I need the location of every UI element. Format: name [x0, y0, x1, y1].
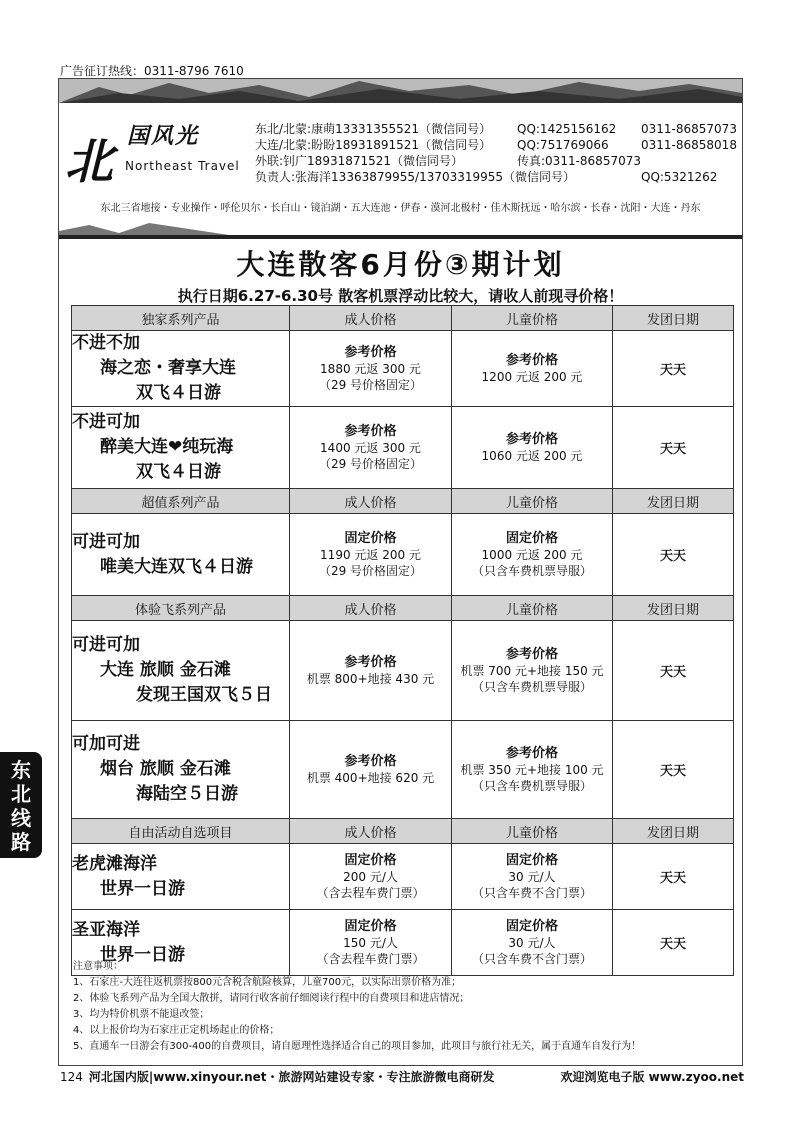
price-type-label: 固定价格: [344, 530, 397, 546]
column-header: 儿童价格: [452, 489, 613, 514]
price-value: （只含车费机票导服）: [471, 563, 592, 578]
note-item: 1、石家庄-大连往返机票按800元含税含航险核算，儿童700元，以实际出票价格为准；: [73, 977, 462, 988]
product-name: 海陆空５日游: [136, 784, 238, 804]
product-name: 发现王国双飞５日: [136, 685, 272, 705]
contact-row: [255, 169, 718, 185]
tour-row: [72, 407, 734, 489]
page-title: 大连散客6月份③期计划: [236, 248, 565, 281]
product-tag: 可进可加: [72, 635, 140, 655]
contact-person: 大连/北蒙:盼盼18931891521（微信同号）: [255, 138, 492, 152]
contact-list: [255, 121, 737, 185]
ad-hotline: 广告征订热线：0311-8796 7610: [60, 64, 244, 78]
contact-person: 负责人:张海洋13363879955/13703319955（微信同号）: [255, 170, 576, 184]
tour-row: [72, 621, 734, 721]
price-value: 1200 元返 200 元: [481, 369, 583, 384]
contact-fax: 传真:0311-86857073: [517, 154, 641, 168]
departure-date-cell: 天天: [613, 844, 734, 910]
notes-title: 注意事项：: [73, 961, 123, 972]
logo-chinese-name: 国风光: [127, 123, 200, 149]
price-value: 机票 700 元+地接 150 元: [460, 663, 604, 678]
column-header: 发团日期: [613, 819, 734, 844]
column-header: 儿童价格: [452, 596, 613, 621]
price-type-label: 固定价格: [505, 918, 558, 934]
price-value: （29 号价格固定）: [318, 563, 423, 578]
column-header: 儿童价格: [452, 306, 613, 331]
product-tag: 圣亚海洋: [72, 919, 140, 940]
side-tab-char: 线: [11, 806, 31, 830]
section-side-tab: [0, 752, 42, 858]
product-name-cell: [72, 621, 290, 721]
product-name: 世界一日游: [100, 944, 185, 965]
logo-character: 北: [65, 134, 114, 190]
price-value: 机票 400+地接 620 元: [306, 770, 435, 785]
departure-date-cell: 天天: [613, 407, 734, 489]
note-item: 2、体验飞系列产品为全国大散拼，请同行收客前仔细阅读行程中的自费项目和进店情况；: [73, 993, 470, 1004]
child-price-cell: [452, 721, 613, 819]
section-header-row: [72, 819, 734, 844]
price-value: （只含车费机票导服）: [471, 778, 592, 793]
departure-date-cell: 天天: [613, 514, 734, 596]
product-name: 双飞４日游: [136, 462, 221, 482]
footer-left-text: 河北国内版|www.xinyour.net・旅游网站建设专家・专注旅游微电商研发: [88, 1070, 495, 1084]
tour-price-table: [71, 305, 734, 976]
product-tag: 不进可加: [72, 412, 140, 432]
product-name-cell: [72, 331, 290, 407]
price-value: 30 元/人: [508, 869, 556, 884]
price-value: （只含车费不含门票）: [471, 951, 592, 966]
column-header: 成人价格: [290, 489, 452, 514]
page-subtitle: 执行日期6.27-6.30号 散客机票浮动比较大，请收人前现寻价格！: [177, 287, 624, 305]
adult-price-cell: [290, 721, 452, 819]
child-price-cell: [452, 514, 613, 596]
price-value: 1000 元返 200 元: [481, 547, 583, 562]
price-type-label: 参考价格: [344, 423, 397, 439]
note-item: 5、直通车一日游会有300-400的自费项目，请自愿理性选择适合自己的项目参加，此项目与旅行社无关，属于直通车自发行为！: [73, 1041, 642, 1052]
page-number: 124: [60, 1070, 83, 1084]
page-footer: [60, 1068, 744, 1085]
section-title: 独家系列产品: [72, 306, 290, 331]
price-value: 200 元/人: [343, 869, 398, 884]
product-name-cell: [72, 844, 290, 910]
child-price-cell: [452, 407, 613, 489]
tour-row: [72, 514, 734, 596]
price-value: 1400 元返 300 元: [320, 440, 421, 455]
section-header-row: [72, 306, 734, 331]
price-value: 1880 元返 300 元: [320, 361, 421, 376]
product-name-cell: [72, 721, 290, 819]
section-title: 体验飞系列产品: [72, 596, 290, 621]
price-value: （含去程车费门票）: [316, 885, 425, 900]
price-type-label: 固定价格: [505, 852, 558, 868]
logo-english-name: Northeast Travel: [125, 159, 240, 173]
contact-phone: 0311-86858018: [641, 138, 737, 152]
mountain-image-top: [59, 79, 742, 103]
agency-banner: [59, 79, 742, 239]
departure-date-cell: 天天: [613, 621, 734, 721]
product-name: 大连 旅顺 金石滩: [100, 660, 231, 680]
adult-price-cell: [290, 621, 452, 721]
adult-price-cell: [290, 844, 452, 910]
contact-row: [255, 121, 737, 137]
product-tag: 可加可进: [72, 734, 140, 754]
contact-person: 外联:钊广18931871521（微信同号）: [255, 154, 464, 168]
product-tag: 可进可加: [72, 531, 140, 552]
price-value: （29 号价格固定）: [318, 456, 423, 471]
price-value: （含去程车费门票）: [316, 951, 425, 966]
notes-section: [73, 959, 733, 1055]
section-header-row: [72, 489, 734, 514]
price-type-label: 固定价格: [505, 530, 558, 546]
page-frame: [58, 78, 743, 1066]
tour-row: [72, 844, 734, 910]
product-name: 醉美大连❤纯玩海: [100, 437, 234, 457]
product-tag: 老虎滩海洋: [72, 853, 157, 874]
contact-qq: QQ:5321262: [641, 170, 718, 184]
price-type-label: 参考价格: [344, 753, 397, 769]
price-type-label: 固定价格: [344, 852, 397, 868]
contact-row: [255, 137, 737, 153]
product-name: 世界一日游: [100, 878, 185, 899]
note-item: 4、以上报价均为石家庄正定机场起止的价格；: [73, 1025, 280, 1036]
price-value: 30 元/人: [508, 935, 556, 950]
price-value: （只含车费机票导服）: [471, 679, 592, 694]
column-header: 成人价格: [290, 596, 452, 621]
price-type-label: 参考价格: [505, 646, 558, 662]
price-value: 1060 元返 200 元: [481, 448, 583, 463]
section-title: 超值系列产品: [72, 489, 290, 514]
mountain-image-bottom: [59, 215, 742, 239]
price-type-label: 固定价格: [344, 918, 397, 934]
child-price-cell: [452, 331, 613, 407]
price-value: 机票 350 元+地接 100 元: [460, 762, 604, 777]
side-tab-char: 东: [11, 758, 31, 782]
tour-row: [72, 721, 734, 819]
contact-phone: 0311-86857073: [641, 122, 737, 136]
agency-logo: [65, 117, 245, 197]
product-name: 海之恋・奢享大连: [100, 358, 236, 378]
column-header: 成人价格: [290, 819, 452, 844]
price-type-label: 参考价格: [344, 654, 397, 670]
column-header: 发团日期: [613, 489, 734, 514]
product-name: 烟台 旅顺 金石滩: [100, 759, 231, 779]
side-tab-char: 路: [11, 830, 31, 854]
price-type-label: 参考价格: [505, 431, 558, 447]
footer-right-text: 欢迎浏览电子版 www.zyoo.net: [560, 1070, 744, 1084]
adult-price-cell: [290, 407, 452, 489]
product-name: 双飞４日游: [136, 383, 221, 403]
contact-person: 东北/北蒙:康萌13331355521（微信同号）: [255, 122, 492, 136]
contact-qq: QQ:1425156162: [517, 122, 617, 136]
destinations-strip: 东北三省地接・专业操作・呼伦贝尔・长白山・镜泊湖・五大连池・伊春・漠河北极村・佳木斯抚远・哈尔滨・长春・沈阳・大连・丹东: [100, 203, 701, 214]
column-header: 发团日期: [613, 596, 734, 621]
column-header: 儿童价格: [452, 819, 613, 844]
price-value: （只含车费不含门票）: [471, 885, 592, 900]
adult-price-cell: [290, 514, 452, 596]
price-type-label: 参考价格: [505, 352, 558, 368]
side-tab-char: 北: [11, 782, 31, 806]
child-price-cell: [452, 844, 613, 910]
departure-date-cell: 天天: [613, 331, 734, 407]
price-value: （29 号价格固定）: [318, 377, 423, 392]
section-title: 自由活动自选项目: [72, 819, 290, 844]
departure-date-cell: 天天: [613, 910, 734, 976]
price-type-label: 参考价格: [505, 745, 558, 761]
child-price-cell: [452, 621, 613, 721]
departure-date-cell: 天天: [613, 721, 734, 819]
price-value: 1190 元返 200 元: [320, 547, 421, 562]
adult-price-cell: [290, 331, 452, 407]
column-header: 成人价格: [290, 306, 452, 331]
product-name-cell: [72, 407, 290, 489]
price-value: 150 元/人: [343, 935, 398, 950]
product-tag: 不进不加: [72, 333, 140, 353]
section-header-row: [72, 596, 734, 621]
tour-row: [72, 331, 734, 407]
price-type-label: 参考价格: [344, 344, 397, 360]
price-value: 机票 800+地接 430 元: [306, 671, 435, 686]
column-header: 发团日期: [613, 306, 734, 331]
contact-qq: QQ:751769066: [517, 138, 609, 152]
note-item: 3、均为特价机票不能退改签；: [73, 1009, 210, 1020]
contact-row: [255, 153, 641, 169]
side-tab-label: [0, 758, 42, 854]
product-name: 唯美大连双飞４日游: [100, 556, 253, 577]
product-name-cell: [72, 514, 290, 596]
